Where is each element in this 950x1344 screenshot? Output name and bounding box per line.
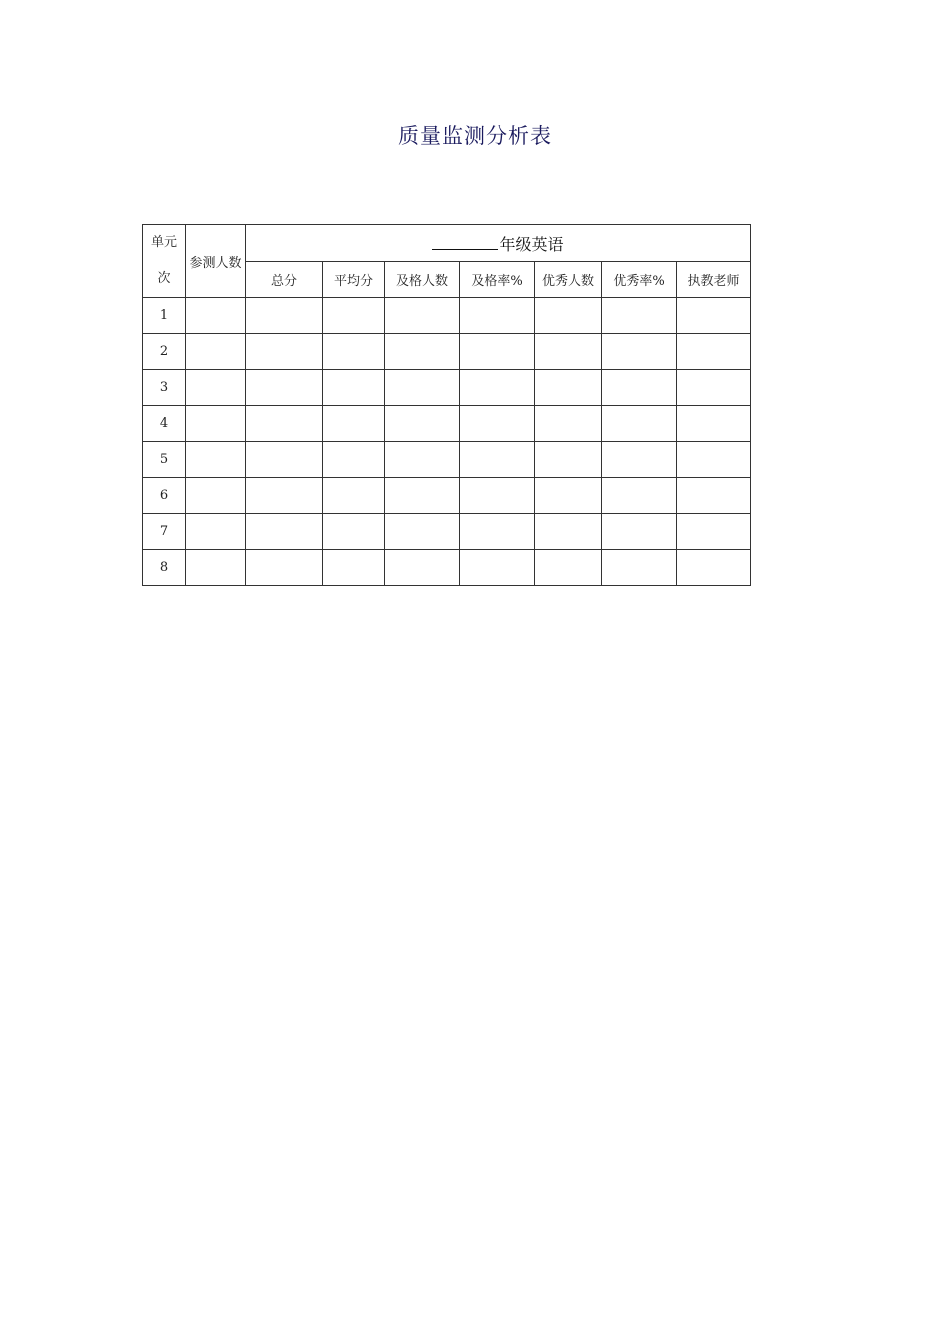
table-cell[interactable] — [677, 334, 751, 370]
table-cell[interactable] — [677, 442, 751, 478]
grade-blank-field[interactable] — [432, 233, 498, 250]
table-cell[interactable] — [246, 514, 323, 550]
row-number: 5 — [143, 442, 186, 478]
table-row — [143, 334, 751, 370]
unit-header-cell — [143, 225, 186, 298]
table-cell[interactable] — [246, 550, 323, 586]
table-cell[interactable] — [246, 442, 323, 478]
table-cell[interactable] — [385, 370, 460, 406]
table-cell[interactable] — [385, 334, 460, 370]
table-cell[interactable] — [186, 514, 246, 550]
table-cell[interactable] — [323, 370, 385, 406]
table-row — [143, 442, 751, 478]
table-cell[interactable] — [602, 442, 677, 478]
table-row — [143, 550, 751, 586]
table-cell[interactable] — [385, 442, 460, 478]
table-cell[interactable] — [460, 442, 535, 478]
table-cell[interactable] — [186, 442, 246, 478]
table-cell[interactable] — [535, 406, 602, 442]
column-header: 平均分 — [323, 262, 385, 298]
table-row — [143, 370, 751, 406]
table-cell[interactable] — [460, 334, 535, 370]
table-cell[interactable] — [246, 334, 323, 370]
table-cell[interactable] — [535, 478, 602, 514]
table-cell[interactable] — [186, 298, 246, 334]
table-cell[interactable] — [677, 478, 751, 514]
table-cell[interactable] — [323, 514, 385, 550]
table-row — [143, 478, 751, 514]
row-number: 3 — [143, 370, 186, 406]
row-number: 1 — [143, 298, 186, 334]
table-cell[interactable] — [602, 478, 677, 514]
column-header: 优秀人数 — [535, 262, 602, 298]
table-cell[interactable] — [186, 334, 246, 370]
table-cell[interactable] — [385, 550, 460, 586]
table-cell[interactable] — [323, 442, 385, 478]
grade-subject-header — [246, 225, 751, 262]
table-cell[interactable] — [385, 478, 460, 514]
table-cell[interactable] — [246, 478, 323, 514]
table-cell[interactable] — [246, 298, 323, 334]
quality-analysis-table — [142, 224, 751, 586]
table-cell[interactable] — [186, 406, 246, 442]
table-cell[interactable] — [677, 298, 751, 334]
table-cell[interactable] — [323, 478, 385, 514]
grade-subject-label: 年级英语 — [499, 234, 564, 254]
table-cell[interactable] — [246, 406, 323, 442]
table-cell[interactable] — [535, 514, 602, 550]
table-cell[interactable] — [677, 406, 751, 442]
table-cell[interactable] — [460, 298, 535, 334]
column-header: 及格人数 — [385, 262, 460, 298]
table-cell[interactable] — [535, 442, 602, 478]
table-cell[interactable] — [323, 298, 385, 334]
table-cell[interactable] — [385, 406, 460, 442]
participants-header-label: 参测人数 — [189, 255, 242, 271]
table-row — [143, 406, 751, 442]
table-cell[interactable] — [323, 406, 385, 442]
table-cell[interactable] — [186, 478, 246, 514]
column-header: 执教老师 — [677, 262, 751, 298]
page-title: 质量监测分析表 — [398, 124, 552, 148]
table-cell[interactable] — [602, 406, 677, 442]
row-number: 8 — [143, 550, 186, 586]
table-cell[interactable] — [385, 514, 460, 550]
table-cell[interactable] — [186, 550, 246, 586]
row-number: 7 — [143, 514, 186, 550]
table-cell[interactable] — [602, 514, 677, 550]
column-header: 优秀率% — [602, 262, 677, 298]
table-cell[interactable] — [460, 514, 535, 550]
table-cell[interactable] — [460, 406, 535, 442]
table-cell[interactable] — [323, 334, 385, 370]
row-number: 6 — [143, 478, 186, 514]
table-cell[interactable] — [535, 298, 602, 334]
table-cell[interactable] — [677, 370, 751, 406]
table-cell[interactable] — [246, 370, 323, 406]
table-cell[interactable] — [602, 334, 677, 370]
table-cell[interactable] — [186, 370, 246, 406]
row-number: 4 — [143, 406, 186, 442]
table-cell[interactable] — [535, 550, 602, 586]
table-cell[interactable] — [535, 334, 602, 370]
times-header-label: 次 — [157, 271, 171, 286]
participants-header-cell — [186, 225, 246, 298]
table-cell[interactable] — [460, 370, 535, 406]
row-number: 2 — [143, 334, 186, 370]
table-cell[interactable] — [602, 370, 677, 406]
table-row — [143, 298, 751, 334]
table-row — [143, 514, 751, 550]
unit-header-label: 单元 — [150, 235, 177, 250]
table-cell[interactable] — [535, 370, 602, 406]
header-row-top — [143, 225, 751, 262]
table-cell[interactable] — [602, 550, 677, 586]
table-cell[interactable] — [677, 550, 751, 586]
table-cell[interactable] — [460, 550, 535, 586]
table-cell[interactable] — [460, 478, 535, 514]
column-header: 及格率% — [460, 262, 535, 298]
table-cell[interactable] — [385, 298, 460, 334]
table-cell[interactable] — [323, 550, 385, 586]
table-cell[interactable] — [602, 298, 677, 334]
table-cell[interactable] — [677, 514, 751, 550]
column-header: 总分 — [246, 262, 323, 298]
